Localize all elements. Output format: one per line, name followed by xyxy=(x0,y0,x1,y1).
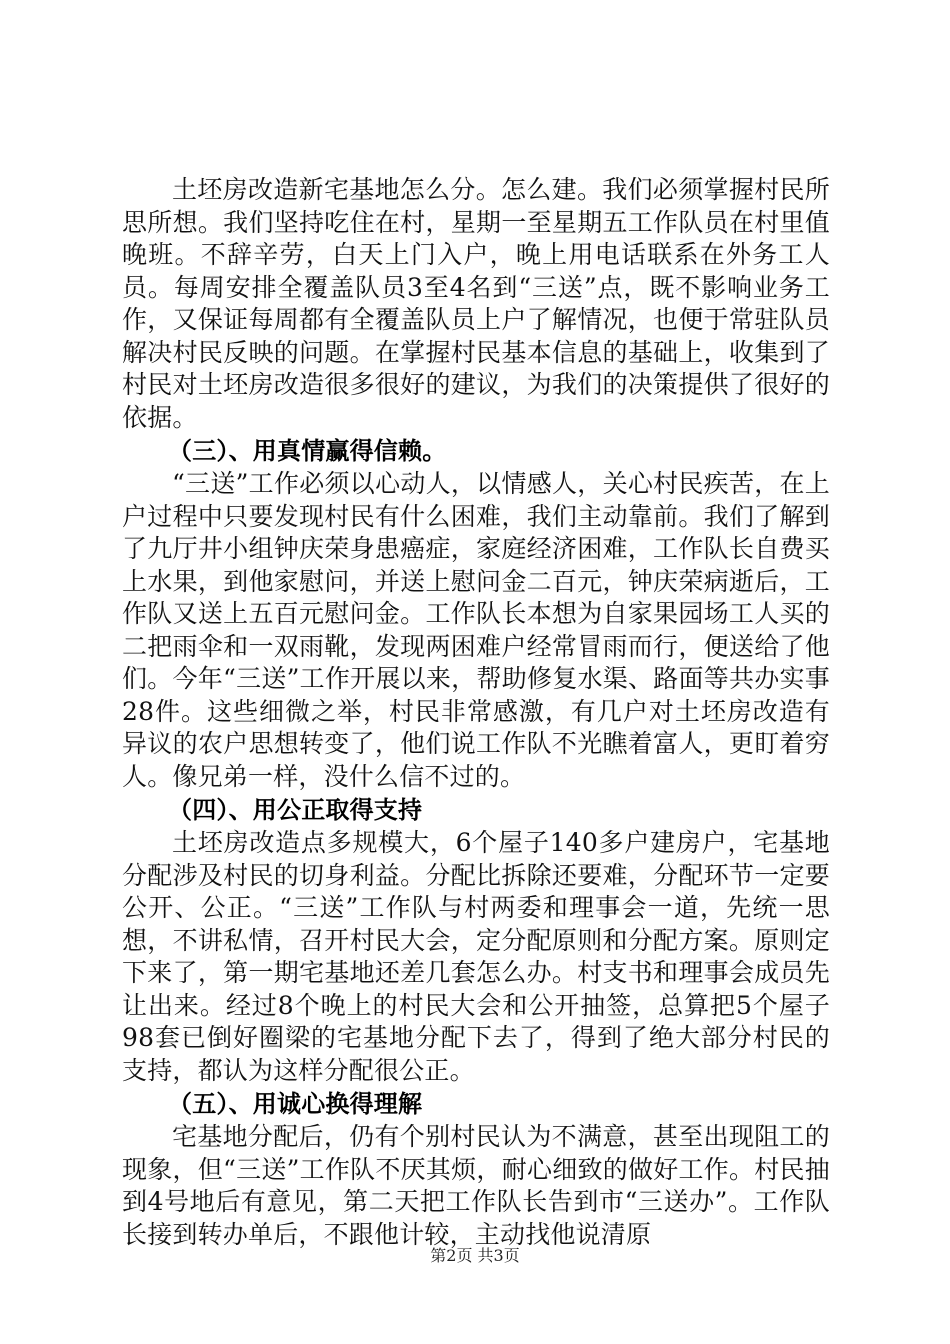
paragraph: 宅基地分配后，仍有个别村民认为不满意，甚至出现阻工的现象，但“三送”工作队不厌其烦，耐心细致的做好工作。村民抽到4号地后有意见，第二天把工作队长告到市“三送办”。工作队长接到转办单后，不跟他计较，主动找他说清原 xyxy=(122,1122,830,1249)
paragraph: “三送”工作必须以心动人，以情感人，关心村民疾苦，在上户过程中只要发现村民有什么困难，我们主动靠前。我们了解到了九厅井小组钟庆荣身患癌症，家庭经济困难，工作队长自费买上水果，到他家慰问，并送上慰问金二百元，钟庆荣病逝后，工作队又送上五百元慰问金。工作队长本想为自家果园场工人买的二把雨伞和一双雨靴，发现两困难户经常冒雨而行，便送给了他们。今年“三送”工作开展以来，帮助修复水渠、路面等共办实事28件。这些细微之举，村民非常感激，有几户对土坯房改造有异议的农户思想转变了，他们说工作队不光瞧着富人，更盯着穷人。像兄弟一样，没什么信不过的。 xyxy=(122,469,830,791)
section-heading: （三）、用真情赢得信赖。 xyxy=(168,437,447,465)
paragraph: 土坯房改造点多规模大，6个屋子140多户建房户，宅基地分配涉及村民的切身利益。分配比拆除还要难，分配环节一定要公开、公正。“三送”工作队与村两委和理事会一道，先统一思想，不讲私情，召开村民大会，定分配原则和分配方案。原则定下来了，第一期宅基地还差几套怎么办。村支书和理事会成员先让出来。经过8个晚上的村民大会和公开抽签，总算把5个屋子98套已倒好圈梁的宅基地分配下去了，得到了绝大部分村民的支持，都认为这样分配很公正。 xyxy=(122,828,830,1085)
section-heading: （四）、用公正取得支持 xyxy=(168,796,423,824)
document-body xyxy=(122,174,830,1251)
paragraph: 土坯房改造新宅基地怎么分。怎么建。我们必须掌握村民所思所想。我们坚持吃住在村，星期一至星期五工作队员在村里值晚班。不辞辛劳，白天上门入户，晚上用电话联系在外务工人员。每周安排全覆盖队员3至4名到“三送”点，既不影响业务工作，又保证每周都有全覆盖队员上户了解情况，也便于常驻队员解决村民反映的问题。在掌握村民基本信息的基础上，收集到了村民对土坯房改造很多很好的建议，为我们的决策提供了很好的依据。 xyxy=(122,175,830,432)
page-number-footer: 第2页 共3页 xyxy=(430,1246,520,1265)
section-heading: （五）、用诚心换得理解 xyxy=(168,1090,423,1118)
